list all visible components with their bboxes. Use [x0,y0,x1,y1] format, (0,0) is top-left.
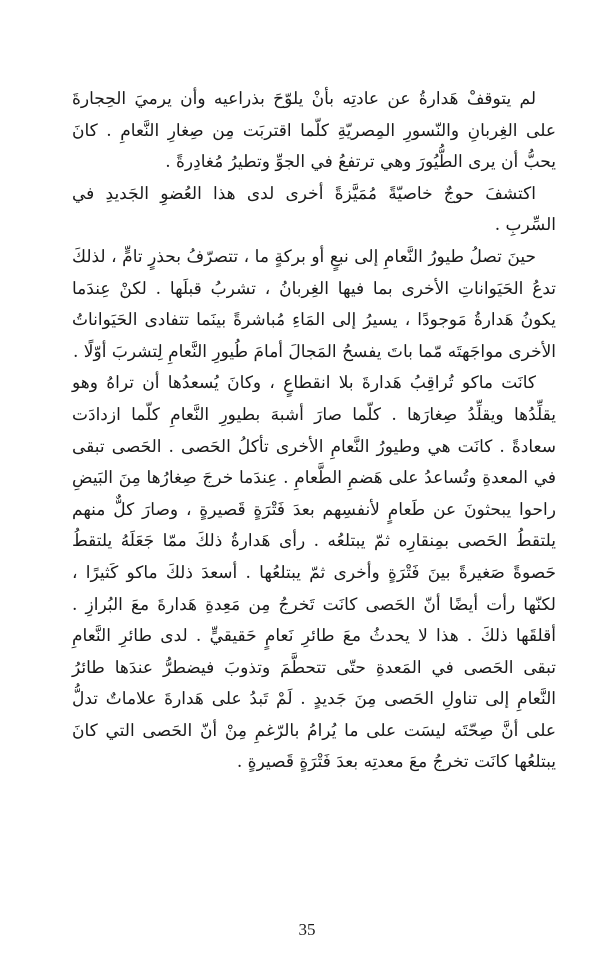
paragraph-4: كانَت ماكو تُراقِبُ هَدارةَ بلا انقطاعٍ ، وكانَ يُسعدُها أن تراهُ وهو يقلِّدُها ويقلِّدُ صِغارَها . كلّما صارَ أشبهَ بطيورِ النَّعامِ كلّما ازدادَت سعادةً . كانَت هي وطيورُ النَّعامِ الأخرى تأكلُ الحَصى . الحَصى تبقى في المعدةِ وتُساعدُ على هَضمِ الطَّعامِ . عِندَما خرجَ صِغارُها مِنَ البَيضِ راحوا يبحثونَ عن طَعامٍ لأنفسِهم بعدَ فَتْرَةٍ قَصيرةٍ ، وصارَ كلٌّ منهم يلتقطُ الحَصى بمِنقارِه ثمّ يبتلعُه . رأى هَدارةُ ذلكَ ممّا جَعَلَهُ يلتقطُ حَصوةً صَغيرةً بينَ فَتْرَةٍ وأخرى ثمّ يبتلعُها . أسعدَ ذلكَ ماكو كَثيرًا ، لكنّها رأت أيضًا أنّ الحَصى كانَت تَخرجُ مِن مَعِدةِ هَدارةَ معَ البُرازِ . أقلقَها ذلكَ . هذا لا يحدثُ معَ طائرِ نَعامٍ حَقيقيٍّ . لدى طائرِ النَّعامِ تبقى الحَصى في المَعدةِ حتّى تتحطَّمَ وتذوبَ فيضطرُّ عندَها طائرُ النَّعامِ إلى تناولِ الحَصى مِنَ جَديدٍ . لَمْ تَبدُ على هَدارةَ علاماتٌ تدلُّ على أنَّ صِحّتَه ليسَت على ما يُرامُ بالرّغمِ مِنْ أنّ الحَصى التي كانَ يبتلعُها كانَت تخرجُ معَ معدتِه بعدَ فَتْرَةٍ قَصيرةٍ . [72,373,556,773]
paragraph-1: لم يتوقفْ هَدارةُ عن عادتِه بأنْ يلوّحَ بذراعيه وأن يرميَ الحِجارةَ على الغِربانِ والنّسورِ المِصريّةِ كلّما اقتربَت مِن صِغارِ النَّعامِ . كانَ يحبُّ أن يرى الطُّيُورَ وهي ترتفعُ في الجوِّ وتطيرُ مُغادِرةً . [72,89,556,173]
paragraph-3: حينَ تصلُ طيورُ النَّعامِ إلى نبعٍ أو بركةٍ ما ، تتصرّفُ بحذرٍ تامٍّ ، لذلكَ تدعُ الحَيَواناتِ الأخرى بما فيها الغِربانُ ، تشربُ قبلَها . لكنْ عِندَما يكونُ هَدارةُ مَوجودًا ، يسيرُ إلى المَاءِ مُباشرةً بينَما تتفادى الحَيَواناتُ الأخرى مواجَهتَه مّما باتَ يفسحُ المَجالَ أمامَ طُيورِ النَّعامِ لِتشربَ أوّلًا . [72,246,556,362]
body-text [72,84,556,779]
paragraph-2: اكتشفَ حوجٌ خاصيّةً مُمَيَّزةً أخرى لدى هذا العُضوِ الجَديدِ في السِّربِ . [72,183,556,236]
page-number: 35 [298,920,316,939]
